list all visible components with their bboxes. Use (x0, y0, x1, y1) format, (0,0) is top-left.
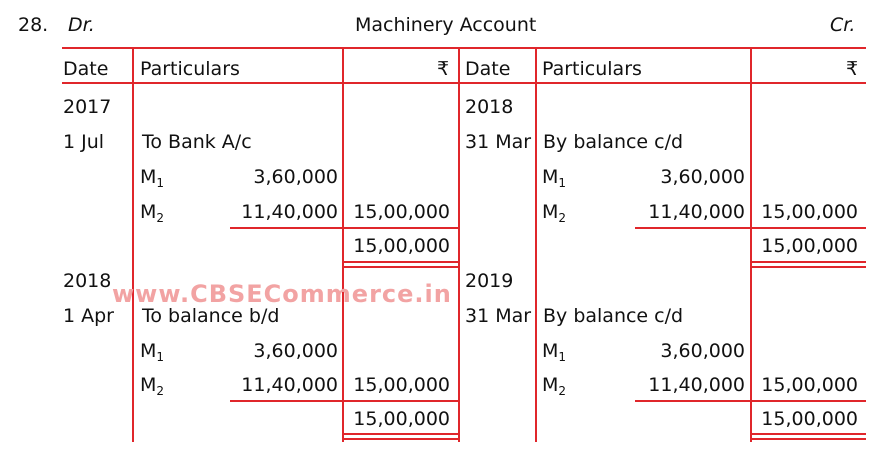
credit-m2-label-1: $M_2$ (542, 201, 567, 225)
credit-year-1: 2018 (465, 96, 514, 118)
header-rule (62, 82, 866, 84)
debit-subtotal-1: 15,00,000 (353, 201, 450, 223)
credit-date-2: 31 Mar (465, 305, 532, 327)
credit-year-2: 2019 (465, 270, 514, 292)
debit-sum-rule-1 (230, 227, 458, 229)
debit-total-2: 15,00,000 (353, 408, 450, 430)
debit-label: Dr. (68, 14, 95, 36)
credit-m2-label-2: $M_2$ (542, 374, 567, 398)
credit-date-1: 31 Mar (465, 131, 532, 153)
credit-date-header: Date (465, 58, 511, 80)
debit-year-1: 2017 (63, 96, 112, 118)
debit-sum-rule-2 (230, 400, 458, 402)
question-number: 28. (18, 14, 49, 36)
debit-date-header: Date (63, 58, 109, 80)
debit-entry-2: To balance b/d (142, 305, 280, 327)
credit-double-rule-2a (751, 433, 866, 435)
credit-m2-amount-1: 11,40,000 (648, 201, 745, 223)
debit-double-rule-2b (343, 438, 458, 440)
credit-total-1: 15,00,000 (761, 235, 858, 257)
debit-m1-amount-1: 3,60,000 (253, 166, 338, 188)
debit-total-1: 15,00,000 (353, 235, 450, 257)
debit-double-rule-2a (343, 433, 458, 435)
credit-particulars-header: Particulars (542, 58, 642, 80)
credit-sum-rule-1 (635, 227, 866, 229)
credit-subtotal-1: 15,00,000 (761, 201, 858, 223)
top-rule (62, 47, 866, 49)
credit-m1-label-1: $M_1$ (542, 166, 567, 190)
debit-m2-label-2: $M_2$ (140, 374, 165, 398)
debit-date-column-rule (132, 47, 134, 442)
credit-m1-amount-1: 3,60,000 (660, 166, 745, 188)
credit-particulars-column-rule (750, 47, 752, 442)
credit-date-column-rule (535, 47, 537, 442)
debit-entry-1: To Bank A/c (142, 131, 252, 153)
credit-amount-header: ₹ (846, 58, 859, 80)
credit-m2-amount-2: 11,40,000 (648, 374, 745, 396)
credit-double-rule-2b (751, 438, 866, 440)
debit-m1-amount-2: 3,60,000 (253, 340, 338, 362)
debit-date-1: 1 Jul (63, 131, 105, 153)
credit-label: Cr. (830, 14, 856, 36)
debit-m2-amount-1: 11,40,000 (241, 201, 338, 223)
credit-total-2: 15,00,000 (761, 408, 858, 430)
credit-double-rule-1a (751, 261, 866, 263)
credit-entry-2: By balance c/d (543, 305, 684, 327)
credit-m1-amount-2: 3,60,000 (660, 340, 745, 362)
watermark: www.CBSECommerce.in (112, 280, 452, 308)
debit-m1-label-1: $M_1$ (140, 166, 165, 190)
center-divider (458, 47, 460, 442)
debit-particulars-column-rule (342, 47, 344, 442)
debit-m1-label-2: $M_1$ (140, 340, 165, 364)
credit-entry-1: By balance c/d (543, 131, 684, 153)
account-title: Machinery Account (355, 14, 537, 36)
debit-particulars-header: Particulars (140, 58, 240, 80)
credit-subtotal-2: 15,00,000 (761, 374, 858, 396)
credit-sum-rule-2 (635, 400, 866, 402)
debit-m2-label-1: $M_2$ (140, 201, 165, 225)
debit-year-2: 2018 (63, 270, 112, 292)
debit-double-rule-1b (343, 266, 458, 268)
credit-double-rule-1b (751, 266, 866, 268)
debit-double-rule-1a (343, 261, 458, 263)
debit-m2-amount-2: 11,40,000 (241, 374, 338, 396)
credit-m1-label-2: $M_1$ (542, 340, 567, 364)
debit-amount-header: ₹ (437, 58, 450, 80)
debit-subtotal-2: 15,00,000 (353, 374, 450, 396)
debit-date-2: 1 Apr (63, 305, 114, 327)
